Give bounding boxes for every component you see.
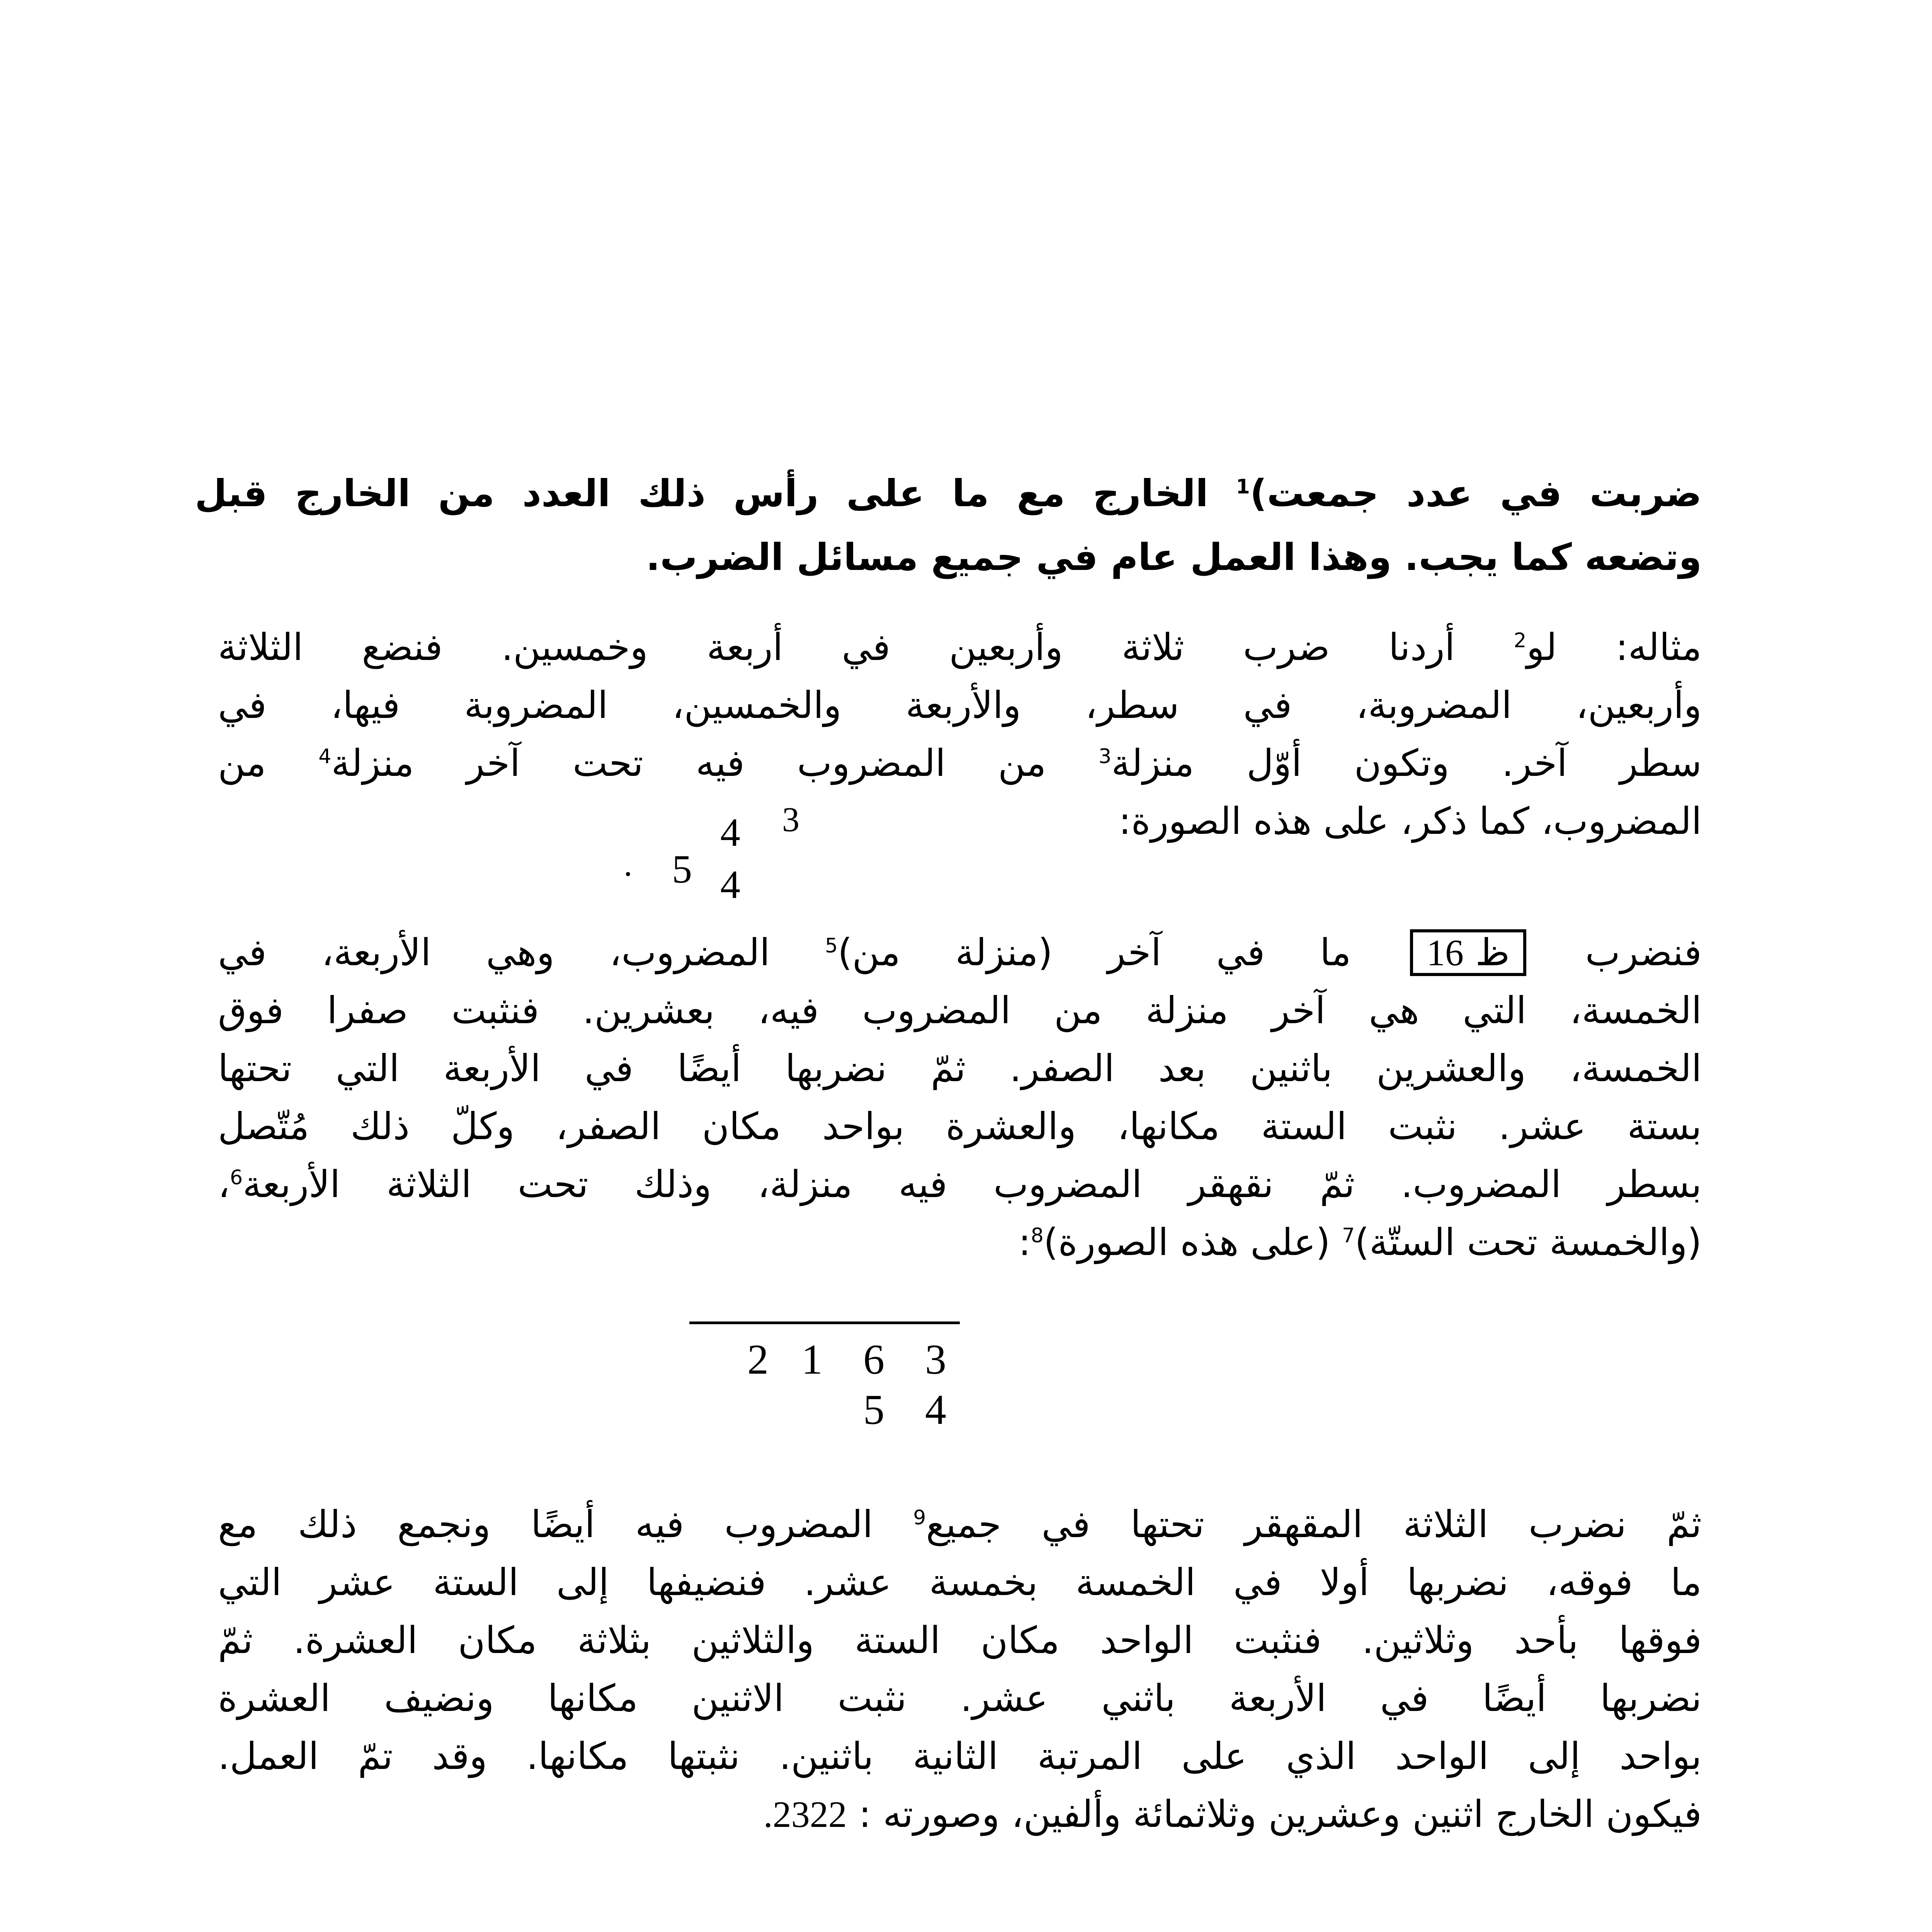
multiplication-figure <box>685 1314 964 1449</box>
para2-line-1 <box>218 923 1702 981</box>
text-run: ، <box>218 1163 230 1206</box>
boxed-marginal-note <box>1410 929 1526 976</box>
bold-line-2: وتضعه كما يجب. وهذا العمل عام في جميع مسائل الضرب. <box>646 536 1702 579</box>
text-run: من المضروب فيه تحت آخر منزلة <box>331 742 1099 785</box>
figure-rule <box>689 1321 960 1324</box>
text-run: (على هذه الصورة) <box>1043 1221 1342 1264</box>
text-run: سطر آخر. وتكون أوّل منزلة <box>1111 742 1702 785</box>
text-run: الخارج مع ما على رأس ذلك العدد من الخارج قبل <box>195 472 1236 515</box>
text-run: 16 <box>1426 932 1464 973</box>
text-run: ما في آخر (منزلة من) <box>838 931 1406 974</box>
para2-line-4: بستة عشر. نثبت الستة مكانها، والعشرة بواحد مكان الصفر، وكلّ ذلك مُتّصل <box>218 1105 1702 1148</box>
bold-line-1 <box>195 462 1702 526</box>
footnote-ref-7[interactable]: 7 <box>1342 1224 1355 1247</box>
para3-line-3: فوقها بأحد وثلاثين. فنثبت الواحد مكان الستة والثلاثين بثلاثة مكان العشرة. ثمّ <box>218 1619 1702 1662</box>
text-run: مثاله: لو <box>1526 626 1702 669</box>
footnote-ref-4[interactable]: 4 <box>318 745 332 768</box>
para1-line-4: المضروب، كما ذكر، على هذه الصورة: <box>1119 799 1702 843</box>
text-run: فنضرب <box>1585 931 1702 974</box>
text-run: من <box>218 742 319 785</box>
para2-line-2: الخمسة، التي هي آخر منزلة من المضروب فيه، بعشرين. فنثبت صفرا فوق <box>218 989 1702 1032</box>
example-paragraph <box>218 618 1702 850</box>
figure-digit: 5 <box>863 1386 884 1433</box>
text-run: : <box>1018 1221 1031 1264</box>
footnote-ref-9[interactable]: 9 <box>913 1506 926 1529</box>
bold-paragraph <box>195 462 1702 589</box>
procedure-paragraph <box>218 923 1702 1271</box>
para1-line-1 <box>218 618 1702 676</box>
figure-digit: 1 <box>801 1336 823 1383</box>
period: . <box>624 845 633 883</box>
para3-line-4: نضربها أيضًا في الأربعة باثني عشر. نثبت الاثنين مكانها ونضيف العشرة <box>218 1677 1702 1720</box>
figure-digit: 2 <box>747 1336 769 1383</box>
small-multiplication-figure <box>624 801 799 925</box>
figure-digit: 5 <box>672 847 692 891</box>
conclusion-paragraph <box>218 1495 1702 1844</box>
text-run: المضروب، وهي الأربعة، في <box>218 931 825 974</box>
para1-line-3 <box>218 734 1702 792</box>
text-run: أردنا ضرب ثلاثة وأربعين في أربعة وخمسين. فنضع الثلاثة <box>218 626 1514 669</box>
figure-digit: 6 <box>863 1336 884 1383</box>
footnote-ref-2[interactable]: 2 <box>1514 629 1527 652</box>
para1-line-2: وأربعين، المضروبة، في سطر، والأربعة والخمسين، المضروبة فيها، في <box>218 684 1702 727</box>
text-run: بسطر المضروب. ثمّ نقهقر المضروب فيه منزلة، وذلك تحت الثلاثة الأربعة <box>243 1163 1702 1206</box>
footnote-ref-1[interactable]: 1 <box>1236 475 1250 498</box>
footnote-ref-6[interactable]: 6 <box>230 1166 243 1189</box>
figure-digit: 4 <box>925 1386 946 1433</box>
text-run: ثمّ نضرب الثلاثة المقهقر تحتها في جميع <box>926 1503 1702 1546</box>
figure-digit: 3 <box>782 801 799 839</box>
text-run: ضربت في عدد جمعت) <box>1250 472 1702 515</box>
figure-digit: 4 <box>720 810 740 855</box>
figure-digit: 4 <box>720 862 740 907</box>
para3-line-1 <box>218 1495 1702 1553</box>
text-run: فيكون الخارج اثنين وعشرين وثلاثمائة وألفين، وصورته : <box>847 1793 1702 1836</box>
para2-line-6 <box>218 1213 1702 1271</box>
text-run: ظ <box>1475 931 1510 974</box>
figure-digit: 3 <box>925 1336 946 1383</box>
result-number: 2322. <box>763 1794 847 1835</box>
para2-line-5 <box>218 1155 1702 1213</box>
text-run: المضروب فيه أيضًا ونجمع ذلك مع <box>218 1503 913 1546</box>
para2-line-3: الخمسة، والعشرين باثنين بعد الصفر. ثمّ نضربها أيضًا في الأربعة التي تحتها <box>218 1047 1702 1090</box>
text-run: (والخمسة تحت الستّة) <box>1355 1221 1702 1264</box>
para3-line-2: ما فوقه، نضربها أولا في الخمسة بخمسة عشر. فنضيفها إلى الستة عشر التي <box>218 1561 1702 1604</box>
footnote-ref-8[interactable]: 8 <box>1031 1224 1044 1247</box>
footnote-ref-3[interactable]: 3 <box>1099 745 1112 768</box>
para3-line-5: بواحد إلى الواحد الذي على المرتبة الثانية باثنين. نثبتها مكانها. وقد تمّ العمل. <box>218 1735 1702 1778</box>
para3-line-6 <box>218 1785 1702 1844</box>
footnote-ref-5[interactable]: 5 <box>825 934 838 957</box>
